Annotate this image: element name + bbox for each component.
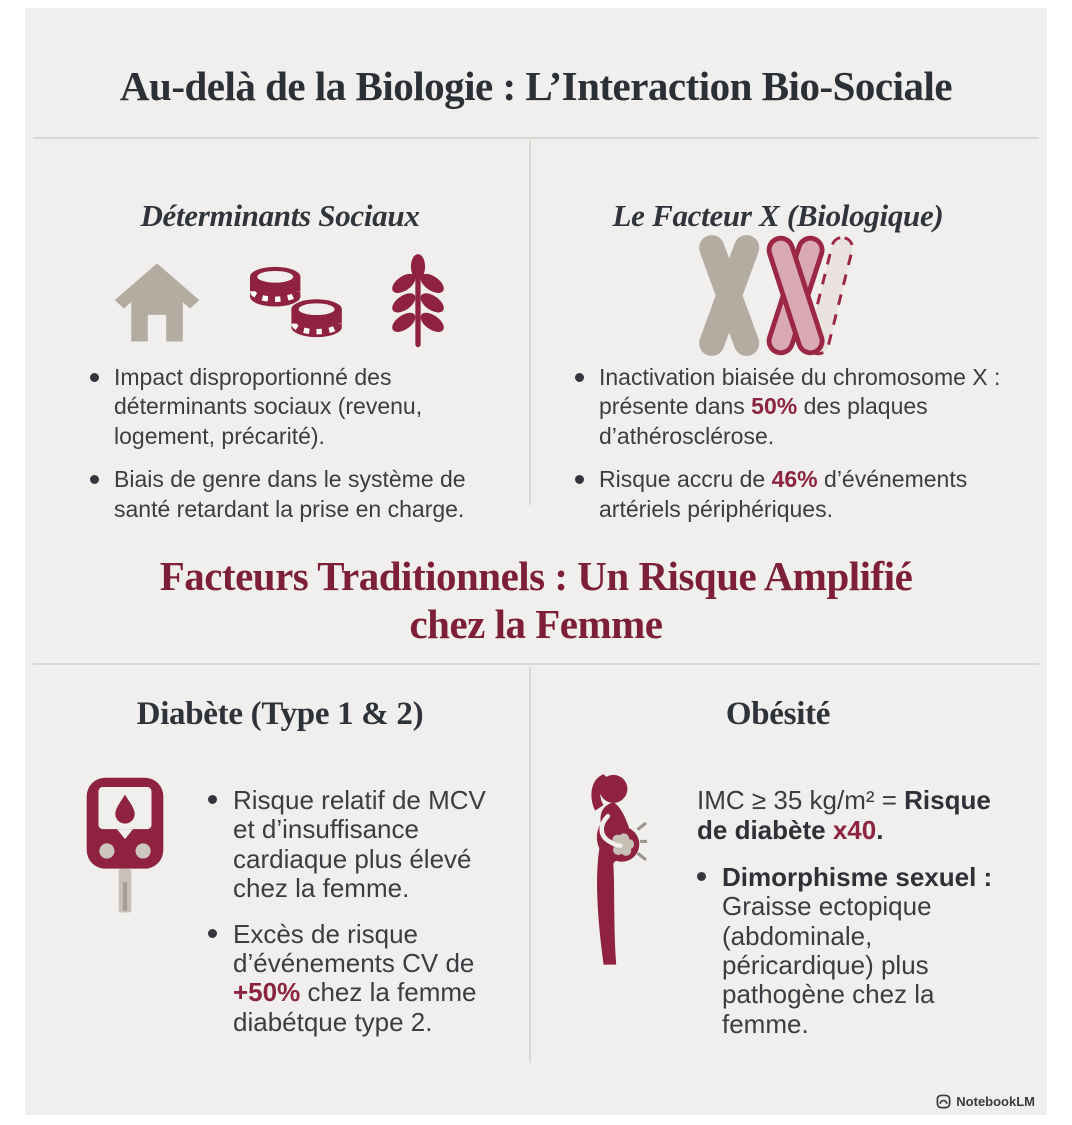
page-title: Au-delà de la Biologie : L’Interaction Bio-Sociale [119, 63, 953, 109]
social-icons-row [55, 246, 505, 358]
obesity-lead: IMC ≥ 35 kg/m² = Risque de diabète x40. [697, 785, 991, 845]
notebooklm-logo-icon [936, 1094, 951, 1109]
wheat-icon [387, 252, 449, 352]
bullet-text: Inactivation biaisée du chromosome X : présente dans 50% des plaques d’athérosclérose. [599, 364, 1001, 449]
watermark-label: NotebookLM [956, 1094, 1035, 1109]
list-item [208, 920, 510, 1038]
infographic-panel [25, 8, 1047, 1115]
divider [529, 141, 531, 505]
social-bullets [90, 363, 508, 538]
traditional-factors-title [25, 553, 1047, 649]
factor-x-icons-row [547, 230, 1009, 360]
factor-x-bullets [575, 363, 1009, 538]
factor-x-title: Le Facteur X (Biologique) [612, 198, 944, 233]
glucose-meter-icon [85, 776, 165, 915]
watermark [936, 1094, 1035, 1109]
bullet-dot [697, 872, 706, 881]
obesity-text-block [697, 786, 1007, 1055]
bullet-dot [208, 795, 217, 804]
obesity-bullets [697, 863, 1007, 1039]
coins-icon [241, 256, 349, 348]
list-item [575, 363, 1009, 451]
title-line: chez la Femme [409, 600, 663, 647]
bullet-text: Risque relatif de MCV et d’insuffisance cardiaque plus élevé chez la femme. [233, 785, 486, 904]
pregnant-woman-icon [577, 770, 647, 973]
house-icon [111, 256, 203, 348]
title-line: Facteurs Traditionnels : Un Risque Amplifié [159, 553, 913, 599]
list-item [90, 465, 508, 524]
bullet-text: Risque accru de 46% d’événements artériels périphériques. [599, 466, 968, 522]
bullet-text: Excès de risque d’événements CV de +50% chez la femme diabétque type 2. [233, 918, 477, 1037]
list-item [90, 363, 508, 451]
bullet-text: Impact disproportionné des déterminants sociaux (revenu, logement, précarité). [114, 364, 423, 449]
divider [33, 663, 1039, 665]
bullet-dot [90, 475, 99, 484]
diabetes-bullets [208, 786, 510, 1053]
obesity-title: Obésité [725, 696, 831, 732]
bullet-dot [575, 373, 584, 382]
diabetes-title: Diabète (Type 1 & 2) [136, 696, 424, 732]
bullet-text: Biais de genre dans le système de santé retardant la prise en charge. [114, 466, 466, 522]
bullet-dot [208, 929, 217, 938]
social-determinants-title: Déterminants Sociaux [140, 198, 420, 233]
xx-chromosomes-icon [685, 233, 871, 358]
divider [33, 137, 1039, 139]
list-item [575, 465, 1009, 524]
bullet-dot [90, 373, 99, 382]
bullet-text: Dimorphisme sexuel : Graisse ectopique (abdominale, péricardique) plus pathogène chez la femme. [722, 861, 993, 1039]
list-item [697, 863, 1007, 1039]
list-item [208, 786, 510, 904]
bullet-dot [575, 475, 584, 484]
divider [529, 667, 531, 1063]
